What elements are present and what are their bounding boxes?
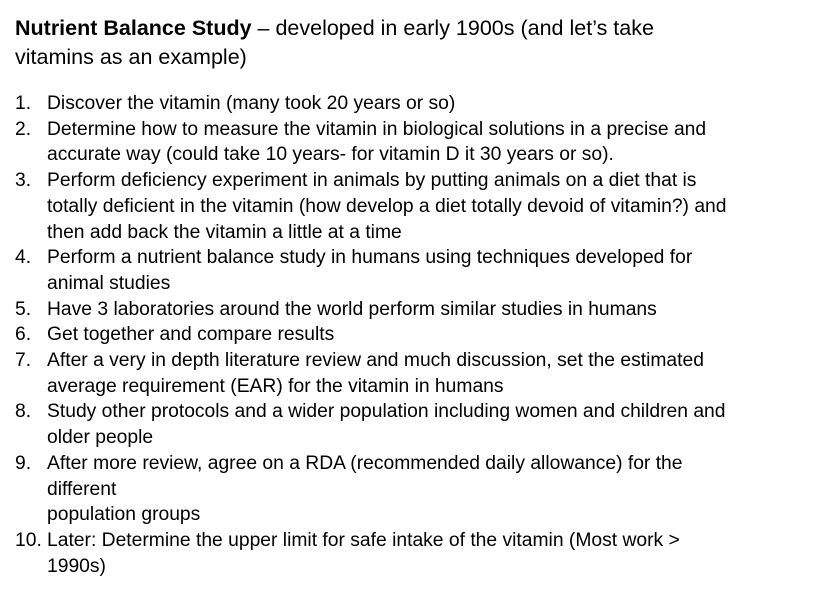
step-text-line: Get together and compare results [47, 324, 335, 346]
step-text-line: then add back the vitamin a little at a time [47, 221, 402, 243]
step-text-line: Have 3 laboratories around the world perform similar studies in humans [47, 298, 657, 320]
step-text-line: population groups [47, 504, 201, 526]
steps-list [15, 91, 810, 579]
step-item [15, 322, 810, 348]
step-text-line: After more review, agree on a RDA (recommended daily allowance) for the [47, 452, 683, 474]
heading-rest-line1: – developed in early 1900s (and let’s take [251, 16, 654, 40]
step-text-line: Discover the vitamin (many took 20 years or so) [47, 93, 456, 114]
step-text-line: animal studies [47, 272, 171, 294]
step-text-line: different [47, 478, 117, 500]
step-item [15, 168, 810, 245]
step-item [15, 91, 810, 117]
step-text-line: totally deficient in the vitamin (how develop a diet totally devoid of vitamin?) and [47, 195, 727, 217]
step-text-line: Determine how to measure the vitamin in biological solutions in a precise and [47, 118, 707, 140]
step-item [15, 528, 810, 579]
step-text-line: older people [47, 427, 154, 449]
heading-bold-text: Nutrient Balance Study [15, 16, 252, 40]
step-item [15, 297, 810, 323]
step-number: 6. [15, 324, 32, 346]
step-item [15, 245, 810, 296]
step-text-line: Perform deficiency experiment in animals by putting animals on a diet that is [47, 170, 697, 192]
step-number: 10. [15, 529, 42, 551]
step-text-line: Study other protocols and a wider population including women and children and [47, 401, 726, 423]
step-number: 8. [15, 401, 32, 423]
step-item [15, 451, 810, 528]
step-text-line: average requirement (EAR) for the vitamin in humans [47, 375, 504, 397]
step-text-line: accurate way (could take 10 years- for vitamin D it 30 years or so). [47, 144, 614, 166]
step-number: 1. [15, 93, 32, 114]
step-text-line: Later: Determine the upper limit for safe intake of the vitamin (Most work > [47, 529, 680, 551]
step-number: 4. [15, 247, 32, 269]
step-number: 7. [15, 350, 32, 372]
step-text-line: 1990s) [47, 555, 106, 577]
step-text-line: After a very in depth literature review and much discussion, set the estimated [47, 350, 704, 372]
step-number: 2. [15, 118, 32, 140]
step-number: 5. [15, 298, 32, 320]
step-item [15, 117, 810, 168]
step-text-line: Perform a nutrient balance study in humans using techniques developed for [47, 247, 693, 269]
step-number: 9. [15, 452, 32, 474]
heading-rest-line2: vitamins as an example) [15, 45, 247, 69]
slide-content [15, 14, 810, 579]
step-number: 3. [15, 170, 32, 192]
slide-heading [15, 14, 810, 72]
step-item [15, 399, 810, 450]
step-item [15, 348, 810, 399]
